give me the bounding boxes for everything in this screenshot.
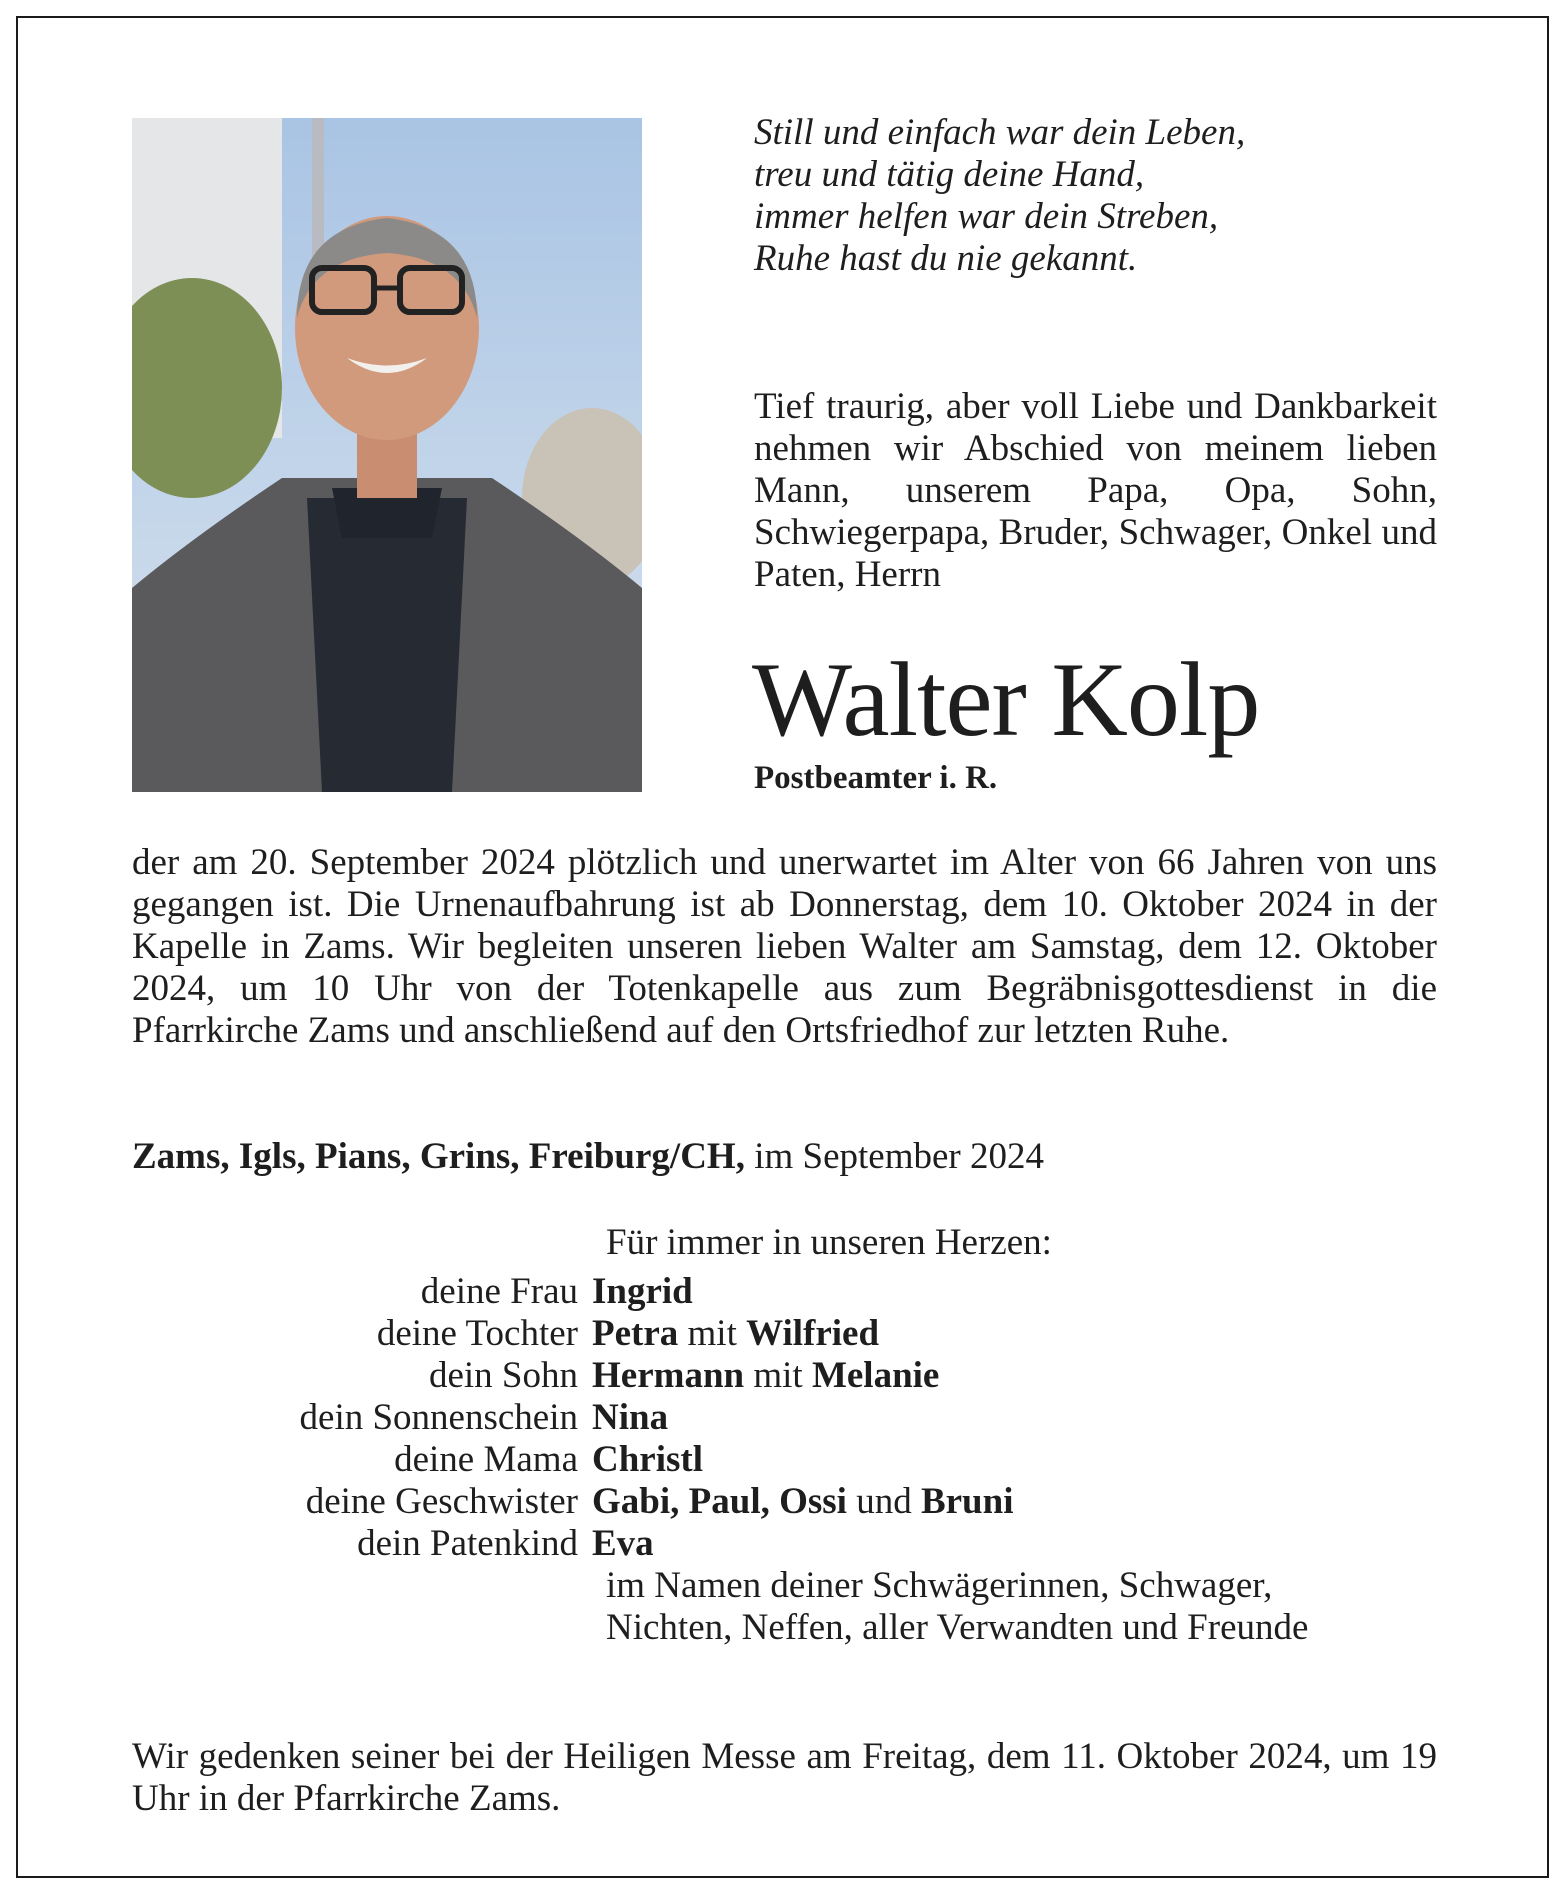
memorial-mass-text: Wir gedenken seiner bei der Heiligen Messe am Freitag, dem 11. Oktober 2024, um 19 Uhr in der Pfarrkirche Zams. (132, 1736, 1437, 1819)
mourner-joiner: mit (687, 1313, 737, 1354)
mourner-row (132, 1397, 1532, 1439)
mourner-relation: deine Tochter (376, 1313, 578, 1354)
mourner-row (132, 1439, 1532, 1481)
mourner-relation: deine Frau (420, 1271, 578, 1312)
mourner-name: Nina (592, 1397, 669, 1438)
mourner-relation: dein Sonnenschein (299, 1397, 578, 1438)
mourner-name: Eva (592, 1523, 654, 1564)
mourner-name: Ingrid (592, 1271, 693, 1312)
poem-line: treu und tätig deine Hand, (754, 154, 1145, 195)
announcement-text: der am 20. September 2024 plötzlich und unerwartet im Alter von 66 Jahren von uns gegangen ist. Die Urnenaufbahrung ist ab Donnerstag, dem 10. Oktober 2024 in der Kapelle in Zams. Wir begleiten unseren lieben Walter am Samstag, dem 12. Oktober 2024, um 10 Uhr von der Totenkapelle aus zum Begräbnisgottesdienst in die Pfarrkirche Zams und anschließend auf den Ortsfriedhof zur letzten Ruhe. (132, 842, 1437, 1051)
mourner-row (132, 1481, 1532, 1523)
places-date-line (132, 1136, 1044, 1178)
mourners-heading: Für immer in unseren Herzen: (606, 1222, 1052, 1263)
places-list: Zams, Igls, Pians, Grins, Freiburg/CH, (132, 1136, 745, 1177)
mourner-name: Gabi, Paul, Ossi (592, 1481, 847, 1522)
mourners-closing-line: Nichten, Neffen, aller Verwandten und Freunde (606, 1607, 1309, 1648)
mourner-partner-name: Melanie (811, 1355, 940, 1396)
mourner-name: Petra (592, 1313, 679, 1354)
mourner-relation: dein Patenkind (357, 1523, 578, 1564)
intro-text: Tief traurig, aber voll Liebe und Dankbarkeit nehmen wir Abschied von meinem lieben Mann, unserem Papa, Opa, Sohn, Schwiegerpapa, Bruder, Schwager, Onkel und Paten, Herrn (754, 386, 1437, 595)
mourner-partner-name: Bruni (920, 1481, 1014, 1522)
deceased-name: Walter Kolp (752, 641, 1260, 758)
poem-line: Still und einfach war dein Leben, (754, 112, 1246, 153)
mourners-list (132, 1271, 1532, 1649)
mourner-partner-name: Wilfried (746, 1313, 880, 1354)
mourner-name: Hermann (592, 1355, 745, 1396)
poem-line: Ruhe hast du nie gekannt. (754, 238, 1138, 279)
mourner-row (132, 1523, 1532, 1565)
mourner-relation: deine Geschwister (305, 1481, 578, 1522)
poem (754, 112, 1414, 280)
mourner-row (132, 1271, 1532, 1313)
mourners-closing-line: im Namen deiner Schwägerinnen, Schwager, (606, 1565, 1273, 1606)
mourner-joiner: mit (753, 1355, 803, 1396)
announcement-date: im September 2024 (754, 1136, 1045, 1177)
mourner-name: Christl (592, 1439, 703, 1480)
mourner-relation: deine Mama (394, 1439, 578, 1480)
mourner-joiner: und (856, 1481, 912, 1522)
deceased-profession: Postbeamter i. R. (754, 760, 998, 796)
mourner-row (132, 1355, 1532, 1397)
poem-line: immer helfen war dein Streben, (754, 196, 1219, 237)
mourner-relation: dein Sohn (428, 1355, 578, 1396)
mourner-row (132, 1313, 1532, 1355)
portrait-photo (132, 118, 642, 792)
